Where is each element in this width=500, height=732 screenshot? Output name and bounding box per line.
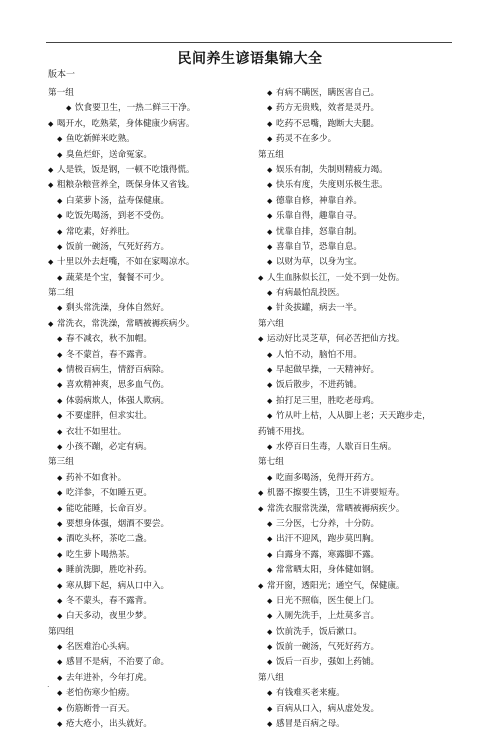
proverb-text: 酒吃头杯，茶吃二盏。 bbox=[66, 534, 152, 545]
proverb-text: 有钱难买老来瘦。 bbox=[276, 688, 345, 699]
proverb-line bbox=[48, 194, 258, 209]
proverb-text: 吃面多喝汤，免得开药方。 bbox=[276, 472, 380, 483]
proverb-line bbox=[258, 348, 468, 363]
proverb-line bbox=[258, 117, 468, 132]
proverb-text: 吃药不忌嘴，跑断大夫腿。 bbox=[276, 118, 380, 129]
proverb-text: 人怕不动，脑怕不用。 bbox=[276, 349, 362, 360]
bullet-icon: ◆ bbox=[57, 196, 63, 205]
proverb-text: 吃生萝卜喝热茶。 bbox=[66, 549, 135, 560]
bullet-icon: ◆ bbox=[267, 227, 273, 236]
bullet-icon: ◆ bbox=[267, 442, 273, 451]
bullet-icon: ◆ bbox=[57, 304, 63, 313]
proverb-text: 针灸拔罐，病去一半。 bbox=[276, 303, 362, 314]
proverb-line bbox=[48, 594, 258, 609]
proverb-line bbox=[48, 317, 258, 332]
proverb-line bbox=[48, 486, 258, 501]
left-column bbox=[48, 86, 258, 732]
bullet-icon: ◆ bbox=[267, 689, 273, 698]
proverb-text: 忧靠自排，怒靠自制。 bbox=[276, 226, 362, 237]
bullet-icon: ◆ bbox=[66, 104, 72, 113]
bullet-icon: ◆ bbox=[48, 181, 54, 190]
proverb-line bbox=[48, 225, 258, 240]
proverb-text: 剩头常洗澡，身体自然好。 bbox=[66, 303, 170, 314]
proverb-line bbox=[258, 640, 468, 655]
proverb-text: 饭后散步，不进药铺。 bbox=[276, 380, 362, 391]
bullet-icon: ◆ bbox=[57, 596, 63, 605]
proverb-line bbox=[258, 425, 468, 440]
proverb-text: 鱼吃新鲜米吃熟。 bbox=[66, 134, 135, 145]
proverb-text: 喜欢精神爽，思多血气伤。 bbox=[66, 380, 170, 391]
proverb-line bbox=[258, 471, 468, 486]
bullet-icon: ◆ bbox=[57, 612, 63, 621]
proverb-text: 名医难治心头病。 bbox=[66, 642, 135, 653]
bullet-icon: ◆ bbox=[48, 258, 54, 267]
proverb-text: 早起做早操，一天精神好。 bbox=[276, 365, 380, 376]
bullet-icon: ◆ bbox=[57, 427, 63, 436]
bullet-icon: ◆ bbox=[57, 227, 63, 236]
group-heading bbox=[258, 671, 468, 686]
proverb-line bbox=[258, 486, 468, 501]
proverb-line bbox=[48, 301, 258, 316]
bullet-icon: ◆ bbox=[57, 689, 63, 698]
group-heading-text: 第一组 bbox=[48, 88, 74, 98]
proverb-line bbox=[48, 655, 258, 670]
proverb-line bbox=[258, 178, 468, 193]
proverb-line bbox=[48, 440, 258, 455]
proverb-text: 臭鱼烂虾，送命冤家。 bbox=[66, 149, 152, 160]
bullet-icon: ◆ bbox=[267, 473, 273, 482]
proverb-text: 饮前洗手，饭后漱口。 bbox=[276, 626, 362, 637]
bullet-icon: ◆ bbox=[57, 519, 63, 528]
bullet-icon: ◆ bbox=[57, 704, 63, 713]
proverb-line bbox=[48, 101, 258, 116]
proverb-text: 去年进补，今年打虎。 bbox=[66, 672, 152, 683]
proverb-text: 乐靠自得，趣靠自寻。 bbox=[276, 211, 362, 222]
bullet-icon: ◆ bbox=[57, 550, 63, 559]
group-heading-text: 第二组 bbox=[48, 288, 74, 299]
proverb-line bbox=[48, 563, 258, 578]
proverb-text: 德靠自修，神靠自养。 bbox=[276, 195, 362, 206]
proverb-line bbox=[258, 548, 468, 563]
proverb-line bbox=[258, 301, 468, 316]
proverb-line bbox=[48, 471, 258, 486]
proverb-line bbox=[258, 717, 468, 732]
bullet-icon: ◆ bbox=[258, 581, 264, 590]
bullet-icon: ◆ bbox=[57, 673, 63, 682]
proverb-text: 有病最怕乱投医。 bbox=[276, 288, 345, 299]
bullet-icon: ◆ bbox=[57, 381, 63, 390]
proverb-text: 喜靠自节，恐靠自息。 bbox=[276, 241, 362, 252]
bullet-icon: ◆ bbox=[57, 273, 63, 282]
proverb-line bbox=[258, 240, 468, 255]
bullet-icon: ◆ bbox=[267, 119, 273, 128]
bullet-icon: ◆ bbox=[57, 504, 63, 513]
bullet-icon: ◆ bbox=[57, 489, 63, 498]
proverb-line bbox=[258, 332, 468, 347]
proverb-text: 感冒不是病，不治要了命。 bbox=[66, 657, 170, 668]
proverb-text: 药铺不用找。 bbox=[258, 426, 310, 437]
group-heading-text: 第七组 bbox=[258, 457, 284, 468]
bullet-icon: ◆ bbox=[57, 135, 63, 144]
bullet-icon: ◆ bbox=[57, 350, 63, 359]
proverb-line bbox=[48, 609, 258, 624]
proverb-line bbox=[258, 378, 468, 393]
proverb-text: 感冒是百病之母。 bbox=[276, 719, 345, 730]
group-heading bbox=[48, 625, 258, 640]
group-heading bbox=[258, 317, 468, 332]
proverb-text: 能吃能睡，长命百岁。 bbox=[66, 503, 152, 514]
proverb-text: 药补不如食补。 bbox=[66, 472, 127, 483]
proverb-text: 药方无贵贱，效者是灵丹。 bbox=[276, 103, 380, 114]
group-heading bbox=[258, 148, 468, 163]
bullet-icon: ◆ bbox=[258, 335, 264, 344]
bullet-icon: ◆ bbox=[267, 366, 273, 375]
group-heading-text: 第五组 bbox=[258, 149, 284, 160]
proverb-line bbox=[258, 579, 468, 594]
proverb-line bbox=[48, 209, 258, 224]
proverb-line bbox=[258, 594, 468, 609]
proverb-line bbox=[258, 163, 468, 178]
proverb-line bbox=[48, 425, 258, 440]
proverb-line bbox=[48, 532, 258, 547]
bullet-icon: ◆ bbox=[267, 535, 273, 544]
proverb-line bbox=[48, 163, 258, 178]
proverb-line bbox=[48, 702, 258, 717]
bullet-icon: ◆ bbox=[57, 396, 63, 405]
proverb-text: 人是铁，饭是钢，一顿不吃饿得慌。 bbox=[57, 164, 195, 175]
group-heading bbox=[48, 286, 258, 301]
proverb-text: 冬不蒙首，春不露背。 bbox=[66, 349, 152, 360]
group-heading bbox=[48, 86, 258, 101]
proverb-line bbox=[48, 240, 258, 255]
proverb-line bbox=[48, 117, 258, 132]
bullet-icon: ◆ bbox=[267, 596, 273, 605]
proverb-text: 常开窗，透阳光；通空气，保健康。 bbox=[267, 580, 405, 591]
proverb-line bbox=[258, 686, 468, 701]
bullet-icon: ◆ bbox=[267, 704, 273, 713]
bullet-icon: ◆ bbox=[267, 643, 273, 652]
proverb-text: 体弱病欺人，体强人欺病。 bbox=[66, 395, 170, 406]
proverb-line bbox=[48, 332, 258, 347]
group-heading-text: 第八组 bbox=[258, 672, 284, 683]
proverb-text: 运动好比灵芝草，何必苦把仙方找。 bbox=[267, 334, 405, 345]
proverb-line bbox=[258, 609, 468, 624]
proverb-text: 疮大疮小，出头就好。 bbox=[66, 719, 152, 730]
bullet-icon: ◆ bbox=[267, 289, 273, 298]
bullet-icon: ◆ bbox=[267, 258, 273, 267]
bullet-icon: ◆ bbox=[57, 442, 63, 451]
proverb-text: 有病不瞒医，瞒医害自己。 bbox=[276, 88, 380, 98]
bullet-icon: ◆ bbox=[267, 396, 273, 405]
bullet-icon: ◆ bbox=[267, 566, 273, 575]
bullet-icon: ◆ bbox=[267, 242, 273, 251]
bullet-icon: ◆ bbox=[57, 535, 63, 544]
proverb-line bbox=[48, 378, 258, 393]
proverb-line bbox=[258, 132, 468, 147]
proverb-line bbox=[48, 502, 258, 517]
bullet-icon: ◆ bbox=[267, 104, 273, 113]
bullet-icon: ◆ bbox=[48, 165, 54, 174]
proverb-text: 吃洋参，不如睡五更。 bbox=[66, 488, 152, 499]
bullet-icon: ◆ bbox=[57, 212, 63, 221]
bullet-icon: ◆ bbox=[267, 381, 273, 390]
group-heading-text: 第三组 bbox=[48, 457, 74, 468]
proverb-text: 要想身体强，烟酒不要尝。 bbox=[66, 518, 170, 529]
proverb-line bbox=[48, 348, 258, 363]
bullet-icon: ◆ bbox=[267, 519, 273, 528]
proverb-text: 水停百日生毒，人歇百日生病。 bbox=[276, 441, 397, 452]
proverb-line bbox=[48, 517, 258, 532]
proverb-text: 老怕伤寒少怕痨。 bbox=[66, 688, 135, 699]
proverb-text: 拍打足三里，胜吃老母鸡。 bbox=[276, 395, 380, 406]
bullet-icon: ◆ bbox=[267, 550, 273, 559]
group-heading bbox=[48, 455, 258, 470]
proverb-line bbox=[258, 502, 468, 517]
bullet-icon: ◆ bbox=[57, 366, 63, 375]
proverb-text: 春不减衣，秋不加帽。 bbox=[66, 334, 152, 345]
proverb-text: 以财为草，以身为宝。 bbox=[276, 257, 362, 268]
proverb-text: 药灵不在多少。 bbox=[276, 134, 337, 145]
proverb-line bbox=[48, 363, 258, 378]
proverb-text: 白天多动，夜里少梦。 bbox=[66, 611, 152, 622]
proverb-text: 常常晒太阳，身体健如钢。 bbox=[276, 565, 380, 576]
bullet-icon: ◆ bbox=[57, 658, 63, 667]
proverb-text: 白菜萝卜汤，益寿保健康。 bbox=[66, 195, 170, 206]
proverb-line bbox=[258, 209, 468, 224]
bullet-icon: ◆ bbox=[267, 350, 273, 359]
bullet-icon: ◆ bbox=[57, 150, 63, 159]
bullet-icon: ◆ bbox=[258, 489, 264, 498]
bullet-icon: ◆ bbox=[57, 412, 63, 421]
proverb-line bbox=[258, 532, 468, 547]
proverb-text: 百病从口入，病从虚处发。 bbox=[276, 703, 380, 714]
bullet-icon: ◆ bbox=[267, 720, 273, 729]
proverb-line bbox=[48, 671, 258, 686]
proverb-line bbox=[258, 702, 468, 717]
bullet-icon: ◆ bbox=[57, 335, 63, 344]
proverb-text: 睡前洗脚，胜吃补药。 bbox=[66, 565, 152, 576]
proverb-text: 出汗不迎风，跑步莫凹胸。 bbox=[276, 534, 380, 545]
proverb-line bbox=[48, 148, 258, 163]
proverb-text: 情极百病生，情舒百病除。 bbox=[66, 365, 170, 376]
bullet-icon: ◆ bbox=[267, 89, 273, 97]
proverb-text: 常吃素，好养肚。 bbox=[66, 226, 135, 237]
group-heading-text: 第六组 bbox=[258, 318, 284, 329]
bullet-icon: ◆ bbox=[57, 242, 63, 251]
bullet-icon: ◆ bbox=[267, 196, 273, 205]
group-heading bbox=[258, 455, 468, 470]
proverb-line bbox=[48, 394, 258, 409]
bullet-icon: ◆ bbox=[267, 627, 273, 636]
proverb-line bbox=[258, 655, 468, 670]
proverb-line bbox=[258, 363, 468, 378]
proverb-text: 娱乐有制，失制则精疲力竭。 bbox=[276, 164, 388, 175]
bullet-icon: ◆ bbox=[267, 181, 273, 190]
proverb-text: 日光不照临，医生便上门。 bbox=[276, 595, 380, 606]
proverb-line bbox=[258, 394, 468, 409]
proverb-text: 饭前一碗汤，气死好药方。 bbox=[66, 241, 170, 252]
proverb-text: 吃饭先喝汤，到老不受伤。 bbox=[66, 211, 170, 222]
proverb-line bbox=[258, 194, 468, 209]
bullet-icon: ◆ bbox=[267, 658, 273, 667]
proverb-text: 衣壮不如里壮。 bbox=[66, 426, 127, 437]
proverb-line bbox=[258, 517, 468, 532]
proverb-text: 白露身不露，寒露脚不露。 bbox=[276, 549, 380, 560]
bullet-icon: ◆ bbox=[267, 135, 273, 144]
proverb-text: 饮食要卫生，一热二鲜三干净。 bbox=[75, 103, 196, 114]
proverb-text: 饭前一碗汤，气死好药方。 bbox=[276, 642, 380, 653]
bullet-icon: ◆ bbox=[258, 273, 264, 282]
proverb-line bbox=[258, 625, 468, 640]
bullet-icon: ◆ bbox=[57, 720, 63, 729]
bullet-icon: ◆ bbox=[48, 119, 54, 128]
proverb-text: 快乐有度，失度则乐极生悲。 bbox=[276, 180, 388, 191]
bullet-icon: ◆ bbox=[57, 643, 63, 652]
proverb-line bbox=[48, 717, 258, 732]
proverb-line bbox=[48, 409, 258, 424]
proverb-text: 竹从叶上枯，人从脚上老；天天跑步走， bbox=[276, 411, 431, 422]
proverb-text: 常洗衣，常洗澡，常晒被褥疾病少。 bbox=[57, 318, 195, 329]
proverb-text: 冬不蒙头，春不露背。 bbox=[66, 595, 152, 606]
proverb-line bbox=[48, 255, 258, 270]
proverb-text: 人生血脉似长江，一处不到一处伤。 bbox=[267, 272, 405, 283]
proverb-text: 入厕先洗手，上灶莫多言。 bbox=[276, 611, 380, 622]
bullet-icon: ◆ bbox=[267, 165, 273, 174]
group-heading-text: 第四组 bbox=[48, 626, 74, 637]
proverb-line bbox=[258, 440, 468, 455]
proverb-line bbox=[48, 271, 258, 286]
bullet-icon: ◆ bbox=[57, 473, 63, 482]
proverb-text: 伤筋断骨一百天。 bbox=[66, 703, 135, 714]
proverb-line bbox=[48, 686, 258, 701]
bullet-icon: ◆ bbox=[57, 581, 63, 590]
proverb-line bbox=[258, 225, 468, 240]
proverb-line bbox=[258, 86, 468, 101]
proverb-text: 常洗衣服常洗澡，常晒被褥病疾少。 bbox=[267, 503, 405, 514]
proverb-line bbox=[258, 409, 468, 424]
right-column bbox=[258, 86, 468, 732]
proverb-text: 十里以外去赶嘴，不如在家喝凉水。 bbox=[57, 257, 195, 268]
bullet-icon: ◆ bbox=[258, 504, 264, 513]
proverb-line bbox=[258, 286, 468, 301]
proverb-text: 蔬菜是个宝，餐餐不可少。 bbox=[66, 272, 170, 283]
proverb-text: 三分医，七分养，十分防。 bbox=[276, 518, 380, 529]
proverb-text: 粗粮杂粮营养全，既保身体又省钱。 bbox=[57, 180, 195, 191]
proverb-text: 寒从脚下起，病从口中入。 bbox=[66, 580, 170, 591]
version-label: 版本一 bbox=[48, 70, 76, 80]
proverb-line bbox=[258, 101, 468, 116]
bullet-icon: ◆ bbox=[267, 412, 273, 421]
proverb-text: 饭后一百步，强如上药铺。 bbox=[276, 657, 380, 668]
proverb-line bbox=[48, 579, 258, 594]
proverb-line bbox=[258, 271, 468, 286]
proverb-text: 机器不擦要生锈，卫生不讲要短寿。 bbox=[267, 488, 405, 499]
proverb-line bbox=[48, 640, 258, 655]
bullet-icon: ◆ bbox=[48, 319, 54, 328]
header-rule bbox=[46, 42, 452, 43]
proverb-text: 不要虚胖，但求实壮。 bbox=[66, 411, 152, 422]
bullet-icon: ◆ bbox=[267, 612, 273, 621]
page-marker: . bbox=[47, 680, 50, 689]
page-title: 民间养生谚语集锦大全 bbox=[177, 51, 323, 67]
proverb-line bbox=[48, 132, 258, 147]
proverb-line bbox=[48, 548, 258, 563]
proverb-line bbox=[48, 178, 258, 193]
bullet-icon: ◆ bbox=[57, 566, 63, 575]
proverb-text: 喝开水，吃熟菜，身体健康少病害。 bbox=[57, 118, 195, 129]
proverb-line bbox=[258, 255, 468, 270]
bullet-icon: ◆ bbox=[267, 304, 273, 313]
bullet-icon: ◆ bbox=[267, 212, 273, 221]
proverb-text: 小孩不蹦，必定有病。 bbox=[66, 441, 152, 452]
proverb-line bbox=[258, 563, 468, 578]
